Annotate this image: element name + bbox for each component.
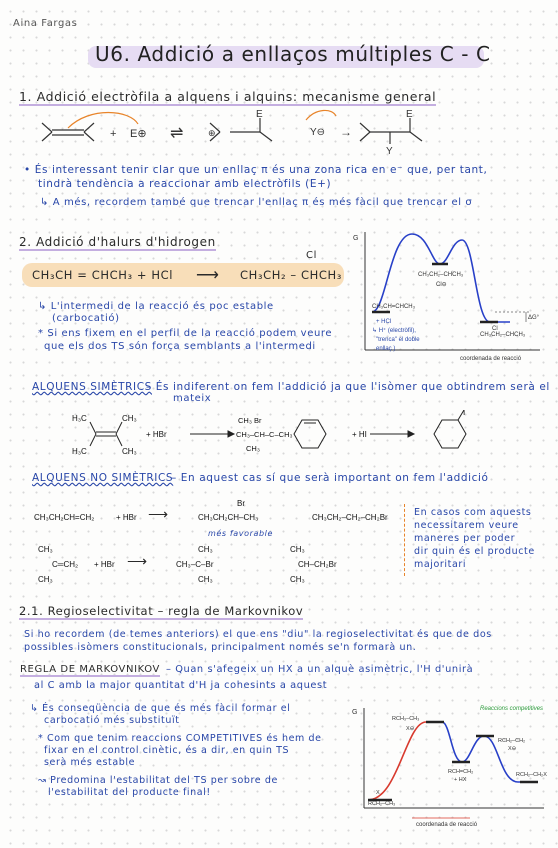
markovnikov-rule-a: – Quan s'afegeix un HX a un alquè asimètric, l'H d'unirà <box>166 664 474 675</box>
ns-r2-major: CH₃–C–Br <box>176 560 214 569</box>
energy-profile-2 <box>348 700 548 834</box>
hcl-equation-right: CH₃CH₂ – CHCH₃ <box>240 268 343 282</box>
side-note-c: maneres per poder <box>414 533 516 544</box>
ns-major-1: CH₃CH₂CH–CH₃ <box>198 513 259 522</box>
hcl-equation-cl: Cl <box>306 250 317 261</box>
profile-2-title: Reaccions competitives <box>480 706 544 712</box>
symmetric-reactions <box>70 410 490 460</box>
ns-r2-ch3-bottom: CH₃ <box>38 575 53 584</box>
s1-note-1a: • És interessant tenir clar que un enllaç π és una zona rica en e⁻ que, per tant, <box>24 164 488 176</box>
sym-hbr: + HBr <box>146 430 167 439</box>
profile-2-left-product: RCH₂–CH₃ <box>368 801 396 807</box>
mk-note-3b: l'estabilitat del producte final! <box>48 787 211 798</box>
author-name: Aina Fargas <box>13 18 78 29</box>
s2-note-1a: ↳ L'intermedi de la reacció és poc estable <box>38 301 274 312</box>
ns-r2-minor: CH–CH₂Br <box>298 560 337 569</box>
sym-prod-top: CH₃ Br <box>238 416 262 425</box>
mech-plus: + <box>110 128 117 140</box>
sym-h3c-bottom: H₃C <box>72 447 87 456</box>
side-note-a: En casos com aquests <box>414 507 532 518</box>
sym-h3c-top: H₃C <box>72 414 87 423</box>
profile-1-chloride: Cl⊖ <box>436 282 447 288</box>
regio-text-b: possibles isòmers constitucionals, principalment només se'n formarà un. <box>24 642 417 653</box>
symmetric-text-b: mateix <box>173 393 212 404</box>
reaction-arrow: ⟶ <box>196 267 219 284</box>
mechanism-diagram <box>20 108 460 158</box>
profile-1-note-a: ↳ H⁺ (electròfil), <box>372 328 416 334</box>
mech-equilibrium-arrow: ⇌ <box>170 125 184 142</box>
ns-hbr-2: + HBr <box>94 560 115 569</box>
mk-note-2a: * Com que tenim reaccions COMPETITIVES és hem de <box>38 733 322 744</box>
profile-2-alkene: RCH=CH₂ <box>448 769 474 775</box>
nonsymmetric-alkenes-label: ALQUENS NO SIMÈTRICS <box>32 472 174 484</box>
s2-note-2b: que els dos TS són força semblants a l'intermedi <box>44 341 316 352</box>
profile-1-product-cl: Cl <box>492 326 498 332</box>
mech-nucleophile: Y⊖ <box>310 127 326 138</box>
mech-e-label: E <box>256 109 263 120</box>
ns-r2-minor-ch3-top: CH₃ <box>290 545 305 554</box>
section-1-heading: 1. Addició electròfila a alquens i alquins: mecanisme general <box>19 89 437 104</box>
side-note-brace <box>404 504 409 576</box>
sym-prod-bot: CH₃ <box>246 444 260 453</box>
mech-electrophile: E⊕ <box>130 128 147 140</box>
ns-r2-minor-ch3-bottom: CH₃ <box>290 575 305 584</box>
mk-note-2c: serà més estable <box>44 757 136 768</box>
mk-note-3a: ↝ Predomina l'estabilitat del TS per sobre de <box>38 775 278 786</box>
ns-reactant-1: CH₃CH₂CH=CH₂ <box>34 513 95 522</box>
ns-br-1: Br <box>237 499 245 508</box>
ns-r2-major-ch3-top: CH₃ <box>198 545 213 554</box>
profile-2-x-minus-2: X⊖ <box>508 746 517 752</box>
page-title: U6. Addició a enllaços múltiples C - C <box>95 42 491 66</box>
hcl-equation-left: CH₃CH = CHCH₃ + HCl <box>32 268 174 282</box>
profile-1-x-label: coordenada de reacció <box>460 356 522 362</box>
profile-2-sec-cation: RCH₂–CH₂ <box>498 738 526 744</box>
nonsymmetric-text: – En aquest cas sí que serà important on fem l'addició <box>171 472 489 484</box>
mech-arrow: → <box>340 125 352 139</box>
side-note-e: majoritari <box>414 559 467 570</box>
profile-1-dg: ΔG° <box>528 315 540 321</box>
profile-2-g: G <box>352 709 358 716</box>
energy-profile-1 <box>350 226 546 364</box>
side-note-b: necessitarem veure <box>414 520 519 531</box>
mech-y-label: Y <box>386 146 393 157</box>
s2-note-1b: (carbocatió) <box>52 313 120 324</box>
ns-hbr-1: + HBr <box>116 513 137 522</box>
side-note-d: dir quin és el producte <box>414 546 535 557</box>
mk-note-2b: fixar en el control cinètic, és a dir, en quin TS <box>44 745 290 756</box>
symmetric-text-a: – És indiferent on fem l'addició ja que l'isòmer que obtindrem serà el <box>146 381 550 393</box>
mk-note-1a: ↳ És conseqüència de que és més fàcil formar el <box>30 703 291 714</box>
ns-r2-major-ch3-bottom: CH₃ <box>198 575 213 584</box>
profile-1-g: G <box>353 235 359 242</box>
ns-arrow-1: ⟶ <box>148 506 169 522</box>
profile-1-note-c: enllaç ) <box>376 346 396 352</box>
sym-ch3-bottom: CH₃ <box>122 447 137 456</box>
s1-note-2: ↳ A més, recordem també que trencar l'enllaç π és més fàcil que trencar el σ <box>40 197 473 208</box>
profile-2-right-product: RCH₂–CH₂X <box>516 772 547 778</box>
ns-favorable: més favorable <box>208 529 273 538</box>
profile-2-tert-cation: RCH₃–CH₃ <box>392 716 420 722</box>
ns-r2-reactant: C═CH₂ <box>52 560 79 569</box>
ns-minor-1: CH₃CH₂–CH₂–CH₂Br <box>312 513 388 522</box>
section-2-1-heading: 2.1. Regioselectivitat – regla de Markovnikov <box>19 604 304 618</box>
markovnikov-rule-b: al C amb la major quantitat d'H ja cohesints a aquest <box>34 680 328 691</box>
profile-1-reactant-extra: + HCl <box>376 319 392 325</box>
profile-2-x-minus: X⊖ <box>406 726 415 732</box>
sym-hi: + HI <box>352 430 367 439</box>
profile-2-red-curve <box>368 722 442 800</box>
mech-cation-charge: ⊕ <box>208 128 216 138</box>
mk-note-1b: carbocatió més substituït <box>44 715 180 726</box>
section-2-heading: 2. Addició d'halurs d'hidrogen <box>19 235 216 249</box>
sym-iodo: I <box>463 410 466 417</box>
mech-e-label-2: E <box>406 109 413 120</box>
profile-2-x-label: coordenada de reacció <box>416 822 478 828</box>
ns-r2-ch3-top: CH₃ <box>38 545 53 554</box>
sym-ch3-top: CH₃ <box>122 414 137 423</box>
profile-2-hx: + HX <box>454 777 467 783</box>
regio-text-a: Si ho recordem (de temes anteriors) el que ens "diu" la regioselectivitat és que de dos <box>24 629 492 640</box>
profile-1-cation: CH₃CH₂–CHCH₃ <box>418 272 464 278</box>
profile-1-product: CH₃CH₂–CHCH₃ <box>480 332 526 338</box>
symmetric-alkenes-label: ALQUENS SIMÈTRICS <box>32 381 152 393</box>
profile-1-note-b: "trenca" el doble <box>376 337 420 343</box>
markovnikov-rule-label: REGLA DE MARKOVNIKOV <box>20 664 160 675</box>
ns-arrow-2: ⟶ <box>127 553 148 569</box>
profile-2-left-x: X <box>376 790 380 796</box>
s2-note-2a: * Si ens fixem en el perfil de la reacció podem veure <box>38 328 333 339</box>
sym-prod-mid: CH₃–CH–C–CH₃ <box>236 430 293 439</box>
s1-note-1b: tindrà tendència a reaccionar amb electròfils (E+) <box>38 178 332 190</box>
profile-1-reactant: CH₃CH=CHCH₃ <box>372 304 416 310</box>
